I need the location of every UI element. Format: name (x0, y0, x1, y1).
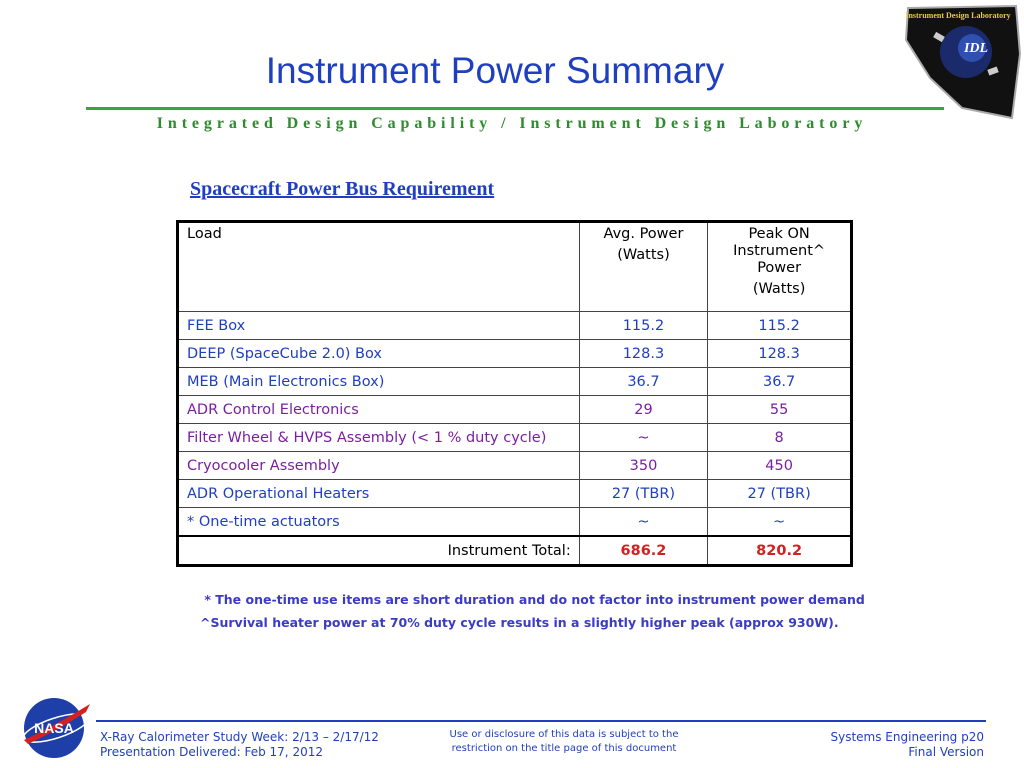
table-row (178, 508, 852, 537)
row-load: FEE Box (178, 312, 580, 340)
nasa-logo-text: NASA (34, 720, 74, 736)
row-load: DEEP (SpaceCube 2.0) Box (178, 340, 580, 368)
row-avg: 29 (579, 396, 708, 424)
header-divider (86, 107, 944, 110)
row-load: ADR Operational Heaters (178, 480, 580, 508)
row-peak: 450 (708, 452, 852, 480)
row-peak: 8 (708, 424, 852, 452)
header-avg-power (579, 222, 708, 312)
table-row (178, 480, 852, 508)
table-header-row (178, 222, 852, 312)
header-peak-line1: Peak ON (748, 226, 810, 242)
table-row (178, 424, 852, 452)
row-avg: 115.2 (579, 312, 708, 340)
footer-left (100, 730, 379, 760)
footer-divider (96, 720, 986, 722)
footer-page-label: Systems Engineering p20 (830, 730, 984, 744)
footnote-one-time: * The one-time use items are short duration and do not factor into instrument power demand (200, 592, 865, 607)
row-load: Cryocooler Assembly (178, 452, 580, 480)
header-load: Load (178, 222, 580, 312)
row-peak: 36.7 (708, 368, 852, 396)
row-avg: 27 (TBR) (579, 480, 708, 508)
power-table (176, 220, 853, 567)
row-peak: 27 (TBR) (708, 480, 852, 508)
page-subtitle: Integrated Design Capability / Instrument Design Laboratory (156, 115, 868, 132)
row-avg: ~ (579, 508, 708, 537)
total-avg: 686.2 (579, 536, 708, 566)
row-peak: 128.3 (708, 340, 852, 368)
row-peak: ~ (708, 508, 852, 537)
footer-disclaimer-line2: restriction on the title page of this document (451, 743, 677, 754)
header-avg-line2: (Watts) (617, 247, 670, 263)
footer-right (830, 730, 984, 760)
page-title: Instrument Power Summary (265, 50, 725, 91)
idl-logo (900, 4, 1022, 120)
footer-delivered-date: Presentation Delivered: Feb 17, 2012 (100, 745, 323, 759)
header-peak-power (708, 222, 852, 312)
row-peak: 115.2 (708, 312, 852, 340)
nasa-logo (18, 694, 94, 760)
header-peak-line2: Instrument^ (733, 243, 826, 259)
footer-disclaimer-line1: Use or disclosure of this data is subject to the (449, 729, 679, 740)
total-row (178, 536, 852, 566)
total-peak: 820.2 (708, 536, 852, 566)
row-load: ADR Control Electronics (178, 396, 580, 424)
table-row (178, 368, 852, 396)
row-avg: ~ (579, 424, 708, 452)
row-avg: 36.7 (579, 368, 708, 396)
footnote-survival-heater: ^Survival heater power at 70% duty cycle results in a slightly higher peak (approx 930W). (200, 615, 839, 630)
table-row (178, 396, 852, 424)
row-avg: 350 (579, 452, 708, 480)
row-peak: 55 (708, 396, 852, 424)
row-load: * One-time actuators (178, 508, 580, 537)
row-load: Filter Wheel & HVPS Assembly (< 1 % duty cycle) (178, 424, 580, 452)
idl-logo-text: Instrument Design Laboratory (905, 11, 1011, 20)
footnotes (200, 588, 865, 634)
section-title-link[interactable]: Spacecraft Power Bus Requirement (190, 178, 495, 200)
table-row (178, 340, 852, 368)
table-row (178, 312, 852, 340)
header-avg-line1: Avg. Power (603, 226, 684, 242)
total-label: Instrument Total: (178, 536, 580, 566)
row-load: MEB (Main Electronics Box) (178, 368, 580, 396)
header-peak-line4: (Watts) (752, 281, 806, 297)
header-peak-line3: Power (757, 260, 802, 276)
idl-logo-initials: IDL (963, 41, 989, 56)
footer-disclaimer (434, 728, 694, 756)
row-avg: 128.3 (579, 340, 708, 368)
table-row (178, 452, 852, 480)
footer-version: Final Version (908, 745, 984, 759)
footer-study-week: X-Ray Calorimeter Study Week: 2/13 – 2/17/12 (100, 730, 379, 744)
